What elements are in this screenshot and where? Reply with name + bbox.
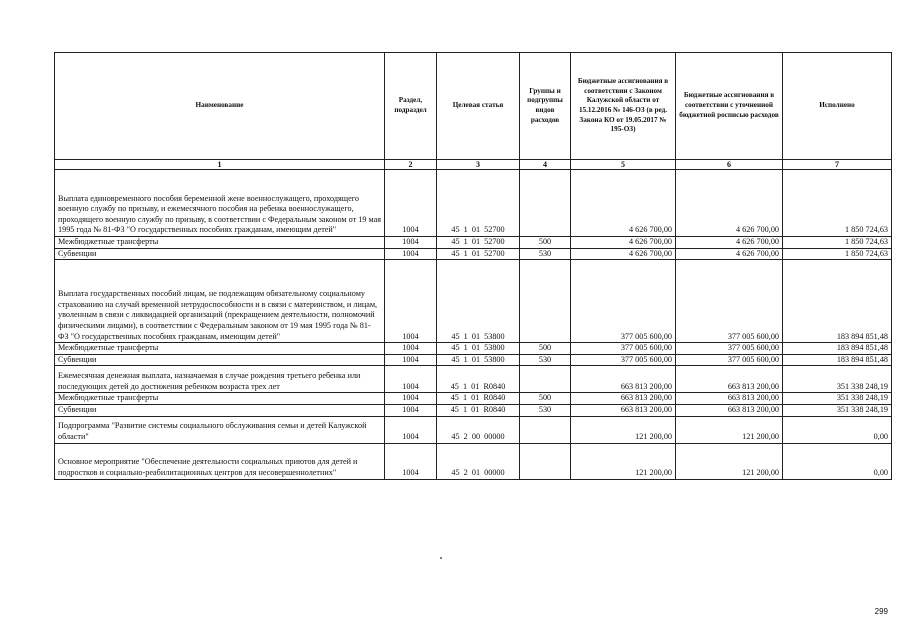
cell-name: Межбюджетные трансферты (55, 343, 385, 355)
page-number: 299 (874, 607, 888, 616)
cell-law: 377 005 600,00 (571, 354, 676, 366)
col-header-target: Целевая статья (437, 53, 520, 160)
cell-section: 1004 (385, 343, 437, 355)
cell-law: 663 813 200,00 (571, 366, 676, 393)
table-body (55, 170, 892, 480)
table-row (55, 443, 892, 479)
cell-name: Межбюджетные трансферты (55, 393, 385, 405)
table-row (55, 237, 892, 249)
cell-refined: 4 626 700,00 (676, 170, 783, 237)
cell-group: 530 (520, 354, 571, 366)
cell-group: 500 (520, 393, 571, 405)
cell-section: 1004 (385, 170, 437, 237)
cell-law: 663 813 200,00 (571, 393, 676, 405)
cell-section: 1004 (385, 404, 437, 416)
column-number: 2 (385, 160, 437, 170)
cell-refined: 121 200,00 (676, 443, 783, 479)
table-row (55, 366, 892, 393)
cell-law: 377 005 600,00 (571, 343, 676, 355)
column-number: 4 (520, 160, 571, 170)
cell-executed: 351 338 248,19 (783, 366, 892, 393)
cell-refined: 663 813 200,00 (676, 393, 783, 405)
cell-section: 1004 (385, 248, 437, 260)
column-number: 7 (783, 160, 892, 170)
column-number: 6 (676, 160, 783, 170)
cell-refined: 663 813 200,00 (676, 366, 783, 393)
table-row (55, 343, 892, 355)
cell-executed: 0,00 (783, 443, 892, 479)
cell-name: Подпрограмма "Развитие системы социального обслуживания семьи и детей Калужской области" (55, 416, 385, 443)
cell-name: Субвенции (55, 404, 385, 416)
cell-target: 45 2 00 00000 (437, 416, 520, 443)
column-number: 3 (437, 160, 520, 170)
cell-section: 1004 (385, 416, 437, 443)
cell-executed: 351 338 248,19 (783, 393, 892, 405)
cell-name: Межбюджетные трансферты (55, 237, 385, 249)
cell-executed: 1 850 724,63 (783, 248, 892, 260)
cell-law: 377 005 600,00 (571, 260, 676, 343)
cell-refined: 4 626 700,00 (676, 237, 783, 249)
table-row (55, 260, 892, 343)
cell-refined: 121 200,00 (676, 416, 783, 443)
cell-executed: 1 850 724,63 (783, 237, 892, 249)
cell-target: 45 1 01 R0840 (437, 393, 520, 405)
cell-section: 1004 (385, 393, 437, 405)
budget-table (54, 52, 892, 480)
cell-group (520, 366, 571, 393)
cell-law: 663 813 200,00 (571, 404, 676, 416)
cell-executed: 351 338 248,19 (783, 404, 892, 416)
cell-name: Субвенции (55, 248, 385, 260)
cell-name: Ежемесячная денежная выплата, назначаемая в случае рождения третьего ребенка или последующих детей до достижения ребенком возраста трех лет (55, 366, 385, 393)
cell-group: 530 (520, 404, 571, 416)
cell-name: Выплата государственных пособий лицам, не подлежащим обязательному социальному страхованию на случай временной нетрудоспособности и в связи с материнством, и лицам, уволенным в связи с ликвидацией организаций (прекращением деятельности, полномочий физическими лицами), в соответствии с Федеральным законом от 19 мая 1995 года № 81-ФЗ "О государственных пособиях гражданам, имеющим детей" (55, 260, 385, 343)
col-header-section: Раздел, подраздел (385, 53, 437, 160)
cell-group: 500 (520, 343, 571, 355)
cell-group: 500 (520, 237, 571, 249)
cell-group (520, 416, 571, 443)
cell-law: 121 200,00 (571, 416, 676, 443)
cell-section: 1004 (385, 366, 437, 393)
cell-law: 4 626 700,00 (571, 248, 676, 260)
cell-executed: 1 850 724,63 (783, 170, 892, 237)
cell-section: 1004 (385, 237, 437, 249)
col-header-name: Наименование (55, 53, 385, 160)
header-row (55, 53, 892, 160)
cell-group (520, 260, 571, 343)
table-row (55, 354, 892, 366)
cell-target: 45 1 01 52700 (437, 248, 520, 260)
column-number: 5 (571, 160, 676, 170)
table-row (55, 416, 892, 443)
cell-target: 45 1 01 53800 (437, 354, 520, 366)
cell-name: Основное мероприятие "Обеспечение деятельности социальных приютов для детей и подростков и социально-реабилитационных центров для несовершеннолетних" (55, 443, 385, 479)
cell-section: 1004 (385, 443, 437, 479)
cell-group (520, 443, 571, 479)
cell-executed: 183 894 851,48 (783, 354, 892, 366)
cell-target: 45 1 01 52700 (437, 237, 520, 249)
col-header-group: Группы и подгруппы видов расходов (520, 53, 571, 160)
col-header-executed: Исполнено (783, 53, 892, 160)
cell-section: 1004 (385, 260, 437, 343)
cell-section: 1004 (385, 354, 437, 366)
table-row (55, 170, 892, 237)
cell-target: 45 1 01 53800 (437, 343, 520, 355)
table-row (55, 248, 892, 260)
cell-target: 45 1 01 53800 (437, 260, 520, 343)
cell-law: 4 626 700,00 (571, 170, 676, 237)
cell-refined: 663 813 200,00 (676, 404, 783, 416)
cell-refined: 377 005 600,00 (676, 343, 783, 355)
cell-group: 530 (520, 248, 571, 260)
table-row (55, 404, 892, 416)
cell-name: Выплата единовременного пособия беременной жене военнослужащего, проходящего военную службу по призыву, и ежемесячного пособия на ребенка военнослужащего, проходящего военную службу по призыву, в соответствии с Федеральным законом от 19 мая 1995 года № 81-ФЗ "О государственных пособиях гражданам, имеющим детей" (55, 170, 385, 237)
cell-refined: 377 005 600,00 (676, 260, 783, 343)
cell-target: 45 1 01 52700 (437, 170, 520, 237)
cell-refined: 4 626 700,00 (676, 248, 783, 260)
cell-executed: 0,00 (783, 416, 892, 443)
cell-name: Субвенции (55, 354, 385, 366)
cell-executed: 183 894 851,48 (783, 343, 892, 355)
cell-group (520, 170, 571, 237)
table-row (55, 393, 892, 405)
cell-refined: 377 005 600,00 (676, 354, 783, 366)
cell-target: 45 1 01 R0840 (437, 404, 520, 416)
cell-law: 121 200,00 (571, 443, 676, 479)
scan-speck (440, 557, 442, 559)
column-number: 1 (55, 160, 385, 170)
col-header-law: Бюджетные ассигнования в соответствии с Законом Калужской области от 15.12.2016 № 146-ОЗ (в ред. Закона КО от 19.05.2017 № 195-ОЗ) (571, 53, 676, 160)
col-header-refined: Бюджетные ассигнования в соответствии с уточненной бюджетной росписью расходов (676, 53, 783, 160)
cell-executed: 183 894 851,48 (783, 260, 892, 343)
cell-law: 4 626 700,00 (571, 237, 676, 249)
cell-target: 45 2 01 00000 (437, 443, 520, 479)
column-number-row (55, 160, 892, 170)
cell-target: 45 1 01 R0840 (437, 366, 520, 393)
